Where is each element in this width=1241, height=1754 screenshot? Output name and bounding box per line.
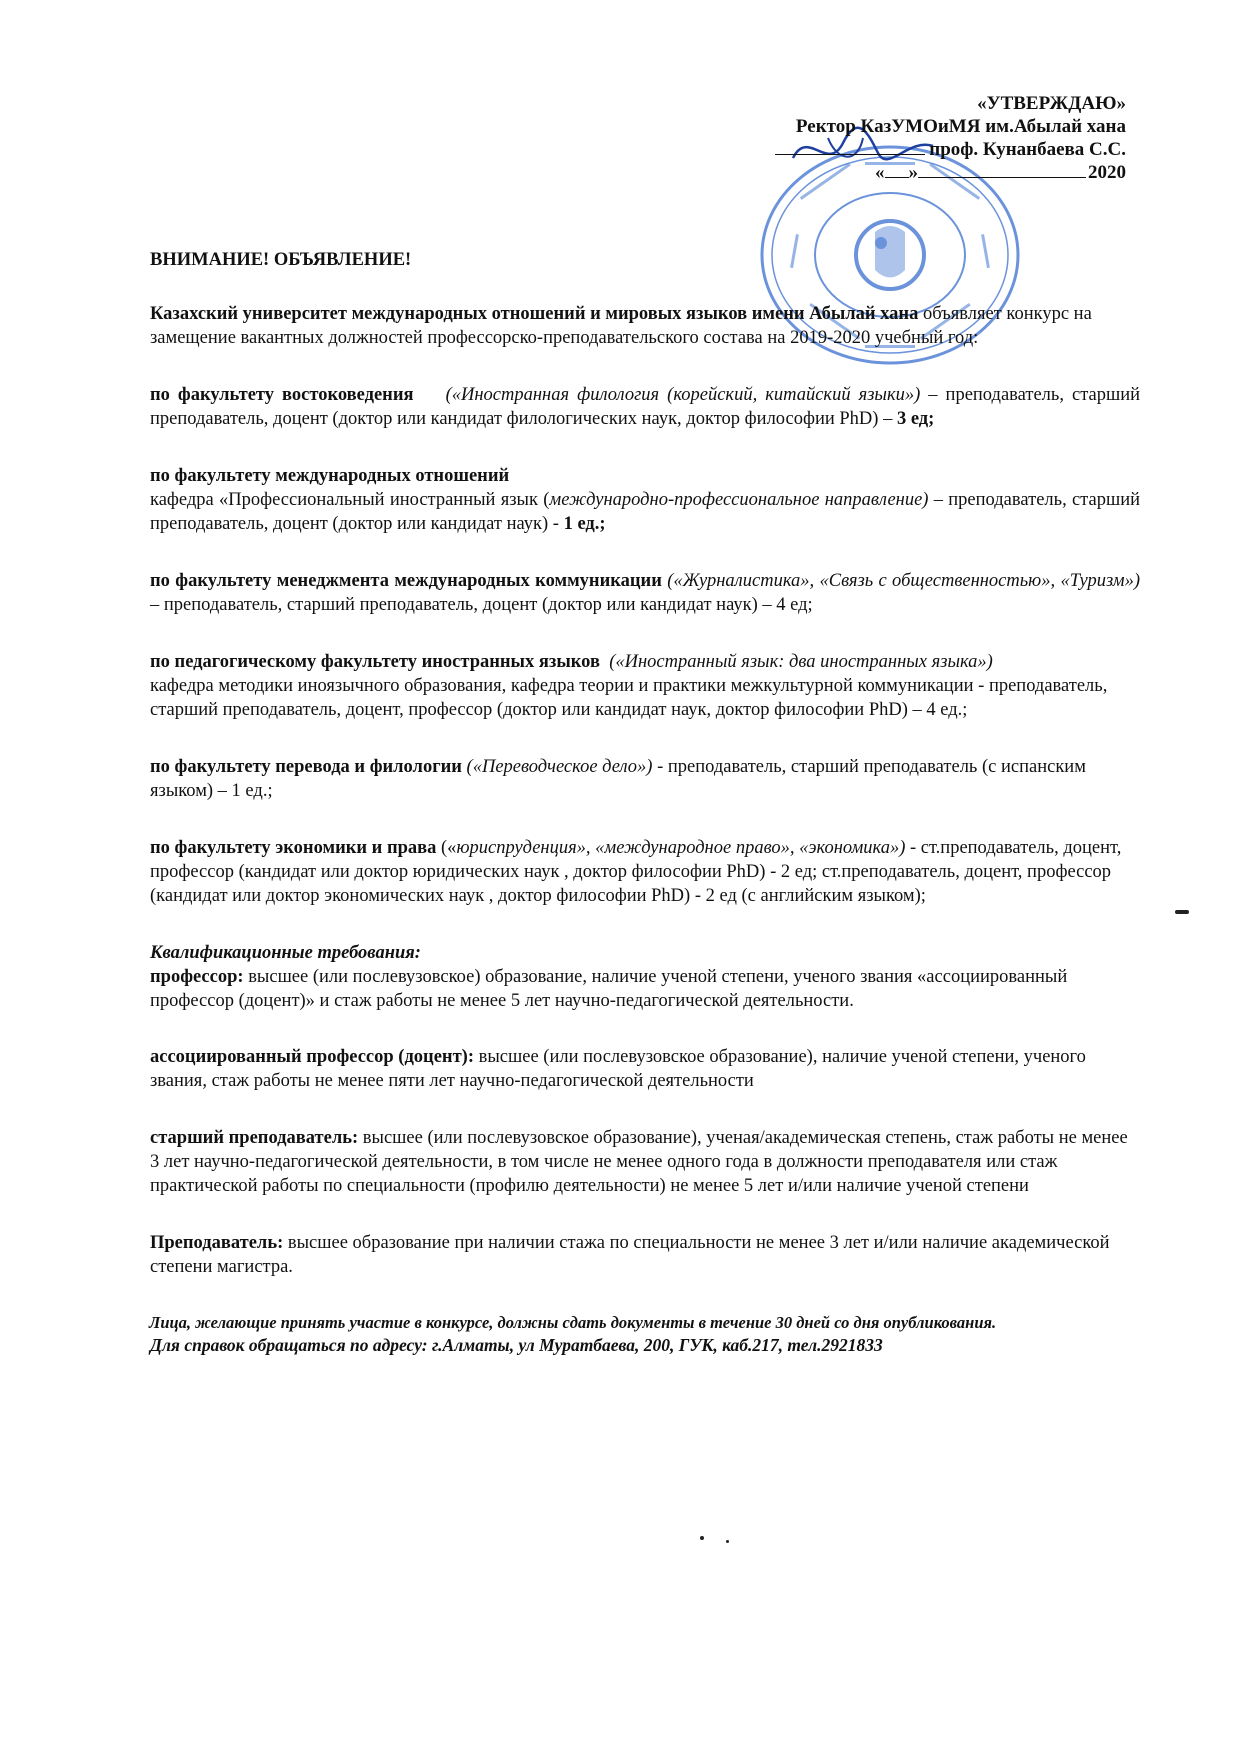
faculty-oriental-studies: по факультету востоковедения («Иностранная филология (корейский, китайский языки») – преподаватель, старший преподаватель, доцент (доктор или кандидат филологических наук, доктор философии PhD) – 3 ед;: [150, 385, 1141, 429]
approval-title: «УТВЕРЖДАЮ»: [977, 93, 1126, 114]
approval-signer: проф. Кунанбаева С.С.: [775, 138, 1126, 161]
faculty-economics-law: по факультету экономики и права («юриспруденция», «международное право», «экономика») - ст.преподаватель, доцент, профессор (кандидат или доктор юридических наук , доктор философии PhD) - 2 ед; ст.преподаватель, доцент, профессор (кандидат или доктор экономических наук , доктор философии PhD) - 2 ед (с английским языком);: [150, 838, 1122, 906]
requirements-senior-lecturer: старший преподаватель: высшее (или послевузовское образование), ученая/академическая степень, стаж работы не менее 3 лет научно-педагогической деятельности, в том числе не менее одного года в должности преподавателя или стаж практической работы по специальности (профилю деятельности) не менее 5 лет и/или наличие ученой степени: [150, 1128, 1128, 1196]
requirements-associate-professor: ассоциированный профессор (доцент): высшее (или послевузовское образование), наличие ученой степени, ученого звания, стаж работы не менее пяти лет научно-педагогической деятельности: [150, 1047, 1086, 1091]
faculty-pedagogical-languages: по педагогическому факультету иностранных языков («Иностранный язык: два иностранных языка») кафедра методики иноязычного образования, кафедра теории и практики межкультурной коммуникации - преподаватель, старший преподаватель, доцент, профессор (доктор или кандидат наук, доктор философии PhD) – 4 ед.;: [150, 652, 1108, 720]
footer-contact: Для справок обращаться по адресу: г.Алматы, ул Муратбаева, 200, ГУК, каб.217, тел.2921833: [150, 1335, 883, 1355]
approval-block: [775, 92, 1126, 184]
approval-date: « » 2020: [875, 162, 1126, 183]
page-title: ВНИМАНИЕ! ОБЪЯВЛЕНИЕ!: [150, 250, 412, 270]
approval-rector: Ректор КазУМОиМЯ им.Абылай хана: [795, 116, 1126, 137]
footer-notice: [150, 1312, 1140, 1356]
scan-mark: [726, 1540, 729, 1543]
faculty-translation-philology: по факультету перевода и филологии («Переводческое дело») - преподаватель, старший преподаватель (с испанским языком) – 1 ед.;: [150, 757, 1086, 801]
requirements-professor: Квалификационные требования: профессор: высшее (или послевузовское) образование, наличие ученой степени, ученого звания «ассоциированный профессор (доцент)» и стаж работы не менее 5 лет научно-педагогической деятельности.: [150, 941, 1140, 1013]
requirements-heading: Квалификационные требования:: [150, 943, 421, 963]
footer-deadline: Лица, желающие принять участие в конкурсе, должны сдать документы в течение 30 дней со дня опубликования.: [149, 1313, 997, 1332]
intro-paragraph: Казахский университет международных отношений и мировых языков имени Абылай хана объявляет конкурс на замещение вакантных должностей профессорско-преподавательского состава на 2019-2020 учебный год:: [150, 304, 1092, 348]
requirements-lecturer: Преподаватель: высшее образование при наличии стажа по специальности не менее 3 лет и/или наличие академической степени магистра.: [150, 1233, 1110, 1277]
faculty-international-relations: по факультету международных отношений кафедра «Профессиональный иностранный язык (международно-профессиональное направление) – преподаватель, старший преподаватель, доцент (доктор или кандидат наук) - 1 ед.;: [150, 466, 1141, 534]
faculty-international-communications: по факультету менеджмента международных коммуникации («Журналистика», «Связь с общественностью», «Туризм») – преподаватель, старший преподаватель, доцент (доктор или кандидат наук) – 4 ед;: [150, 571, 1140, 615]
announcement-body: [150, 248, 1140, 1356]
scan-mark: [1175, 910, 1189, 914]
scan-mark: [700, 1536, 704, 1540]
